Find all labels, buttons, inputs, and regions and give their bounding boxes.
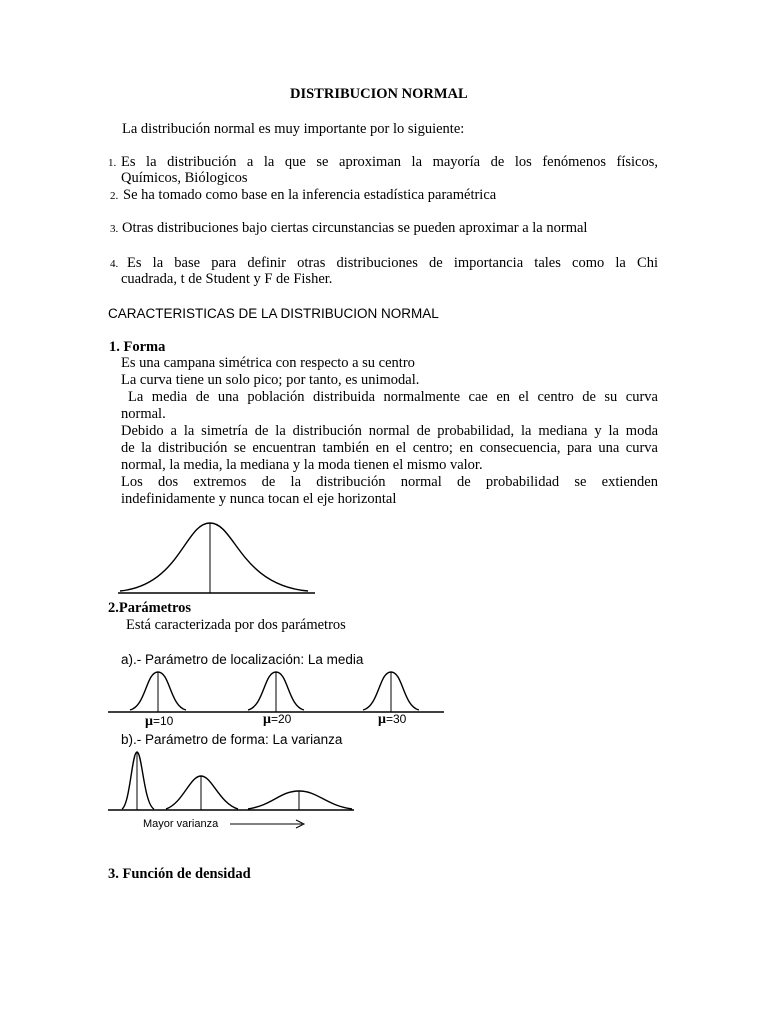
list-number: 4. xyxy=(110,258,119,270)
section-heading: CARACTERISTICAS DE LA DISTRIBUCION NORMAL xyxy=(108,306,439,321)
list-number: 3. xyxy=(110,223,119,235)
forma-line: La media de una población distribuida normalmente cae en el centro de su curva xyxy=(128,389,658,405)
bell-curve xyxy=(120,523,308,591)
forma-line: normal. xyxy=(121,406,166,422)
forma-heading: 1. Forma xyxy=(109,339,166,355)
mu-symbol: μ xyxy=(378,712,386,727)
curve-mu-20 xyxy=(248,672,304,712)
forma-line: Debido a la simetría de la distribución normal de probabilidad, la mediana y la moda xyxy=(121,423,658,439)
location-parameter-label: a).- Parámetro de localización: La media xyxy=(121,652,364,667)
forma-line: La curva tiene un solo pico; por tanto, es unimodal. xyxy=(121,372,420,388)
curve-mu-10 xyxy=(130,672,186,712)
parametros-subtitle: Está caracterizada por dos parámetros xyxy=(126,617,346,633)
bell-curve-figure xyxy=(110,515,320,597)
forma-line: indefinidamente y nunca tocan el eje horizontal xyxy=(121,491,397,507)
mu-label-30: μ=30 xyxy=(378,712,407,727)
page-title: DISTRIBUCION NORMAL xyxy=(290,86,468,102)
mu-symbol: μ xyxy=(145,714,153,729)
forma-line: Los dos extremos de la distribución normal de probabilidad se extienden xyxy=(121,474,658,490)
forma-line: de la distribución se encuentran también en el centro; en consecuencia, para una curva xyxy=(121,440,658,456)
list-item-continuation: Químicos, Biólogicos xyxy=(121,170,248,186)
mu-symbol: μ xyxy=(263,712,271,727)
list-number: 1. xyxy=(108,157,117,169)
mu-label-20: μ=20 xyxy=(263,712,292,727)
list-item: Se ha tomado como base en la inferencia estadística paramétrica xyxy=(123,187,497,203)
curve-narrow xyxy=(122,752,154,810)
curve-wide xyxy=(248,791,352,810)
curve-mu-30 xyxy=(363,672,419,712)
intro-paragraph: La distribución normal es muy importante por lo siguiente: xyxy=(122,121,465,137)
list-item: Es la distribución a la que se aproximan la mayoría de los fenómenos físicos, xyxy=(121,154,658,170)
density-heading: 3. Función de densidad xyxy=(108,866,251,882)
mu-label-10: μ=10 xyxy=(145,714,174,729)
forma-line: normal, la media, la mediana y la moda tienen el mismo valor. xyxy=(121,457,483,473)
arrow-label: Mayor varianza xyxy=(143,818,219,830)
parametros-heading: 2.Parámetros xyxy=(108,600,192,616)
shape-parameter-label: b).- Parámetro de forma: La varianza xyxy=(121,732,343,747)
list-item: Es la base para definir otras distribuciones de importancia tales como la Chi xyxy=(127,255,658,271)
location-curves-figure xyxy=(108,666,448,716)
list-item: Otras distribuciones bajo ciertas circunstancias se pueden aproximar a la normal xyxy=(122,220,588,236)
curve-medium xyxy=(166,776,238,810)
list-item-continuation: cuadrada, t de Student y F de Fisher. xyxy=(121,271,333,287)
forma-line: Es una campana simétrica con respecto a su centro xyxy=(121,355,415,371)
list-number: 2. xyxy=(110,190,119,202)
